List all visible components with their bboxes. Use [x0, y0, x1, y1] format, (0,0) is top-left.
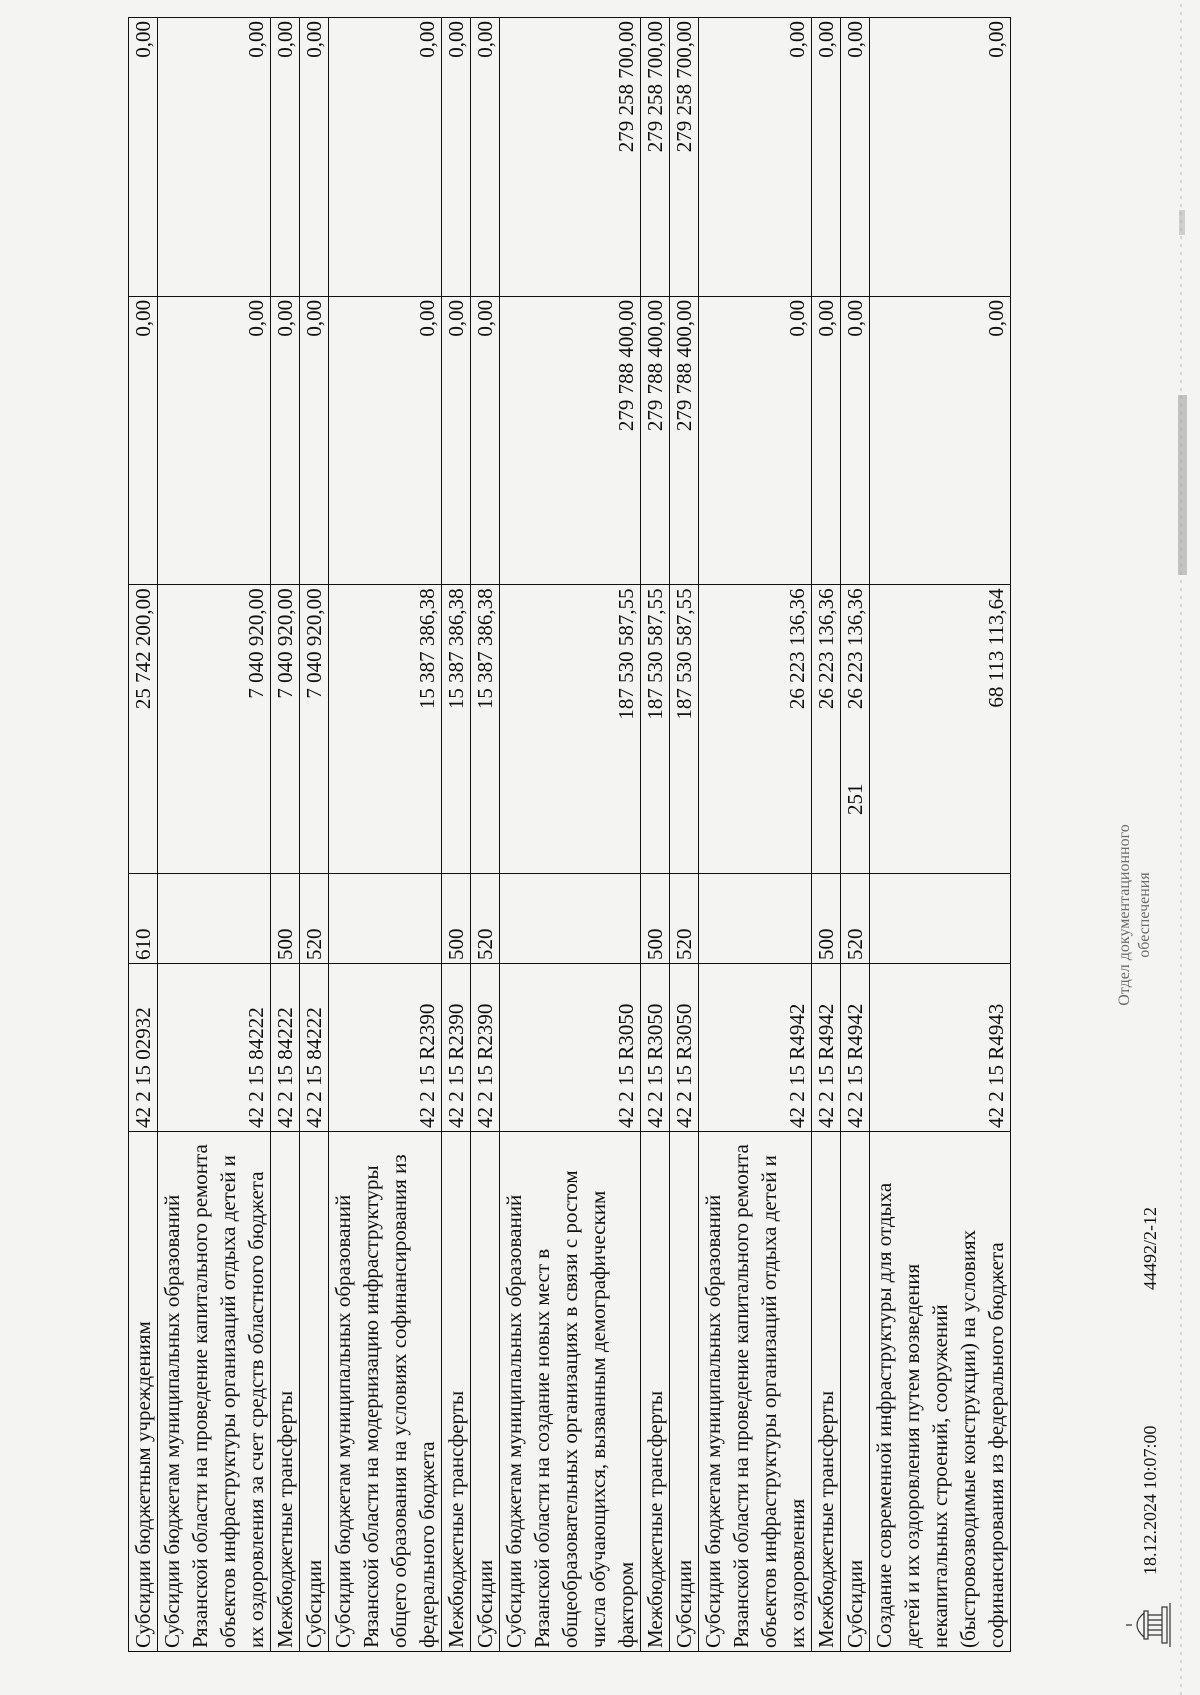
row-type	[870, 873, 1011, 963]
row-type	[158, 873, 271, 963]
row-type	[699, 873, 812, 963]
row-name: Субсидии бюджетным учреждениям	[129, 1131, 158, 1651]
row-amount-2: 279 788 400,00	[670, 296, 699, 585]
footer-date: 18.12.2024 10:07:00	[1140, 1425, 1160, 1575]
row-amount-3: 0,00	[870, 18, 1011, 297]
row-amount-1: 7 040 920,00	[271, 585, 300, 874]
row-amount-2: 0,00	[442, 296, 471, 585]
table-row	[670, 18, 699, 1652]
row-name: Межбюджетные трансферты	[641, 1131, 670, 1651]
row-amount-2: 279 788 400,00	[641, 296, 670, 585]
row-amount-3: 279 258 700,00	[670, 18, 699, 297]
table-row	[841, 18, 870, 1652]
table-row	[500, 18, 641, 1652]
row-name: Субсидии	[300, 1131, 329, 1651]
row-code: 42 2 15 R2390	[442, 963, 471, 1131]
row-amount-1: 15 387 386,38	[329, 585, 442, 874]
row-type: 520	[670, 873, 699, 963]
row-amount-3: 0,00	[812, 18, 841, 297]
stamp-line-2: обеспечения	[1136, 872, 1153, 958]
row-amount-2: 0,00	[699, 296, 812, 585]
row-amount-1: 26 223 136,36	[699, 585, 812, 874]
row-name: Субсидии	[471, 1131, 500, 1651]
row-amount-1: 187 530 587,55	[641, 585, 670, 874]
row-amount-2: 279 788 400,00	[500, 296, 641, 585]
table-row	[271, 18, 300, 1652]
table-row	[641, 18, 670, 1652]
table-row	[442, 18, 471, 1652]
row-type: 520	[471, 873, 500, 963]
row-code: 42 2 15 84222	[271, 963, 300, 1131]
table-row	[812, 18, 841, 1652]
table-row	[471, 18, 500, 1652]
row-amount-3: 0,00	[699, 18, 812, 297]
row-amount-2: 0,00	[158, 296, 271, 585]
row-amount-3: 279 258 700,00	[500, 18, 641, 297]
row-type	[329, 873, 442, 963]
row-type: 520	[300, 873, 329, 963]
row-code: 42 2 15 R4943	[870, 963, 1011, 1131]
row-code: 42 2 15 84222	[158, 963, 271, 1131]
row-amount-2: 0,00	[471, 296, 500, 585]
row-amount-1: 26 223 136,36	[812, 585, 841, 874]
table-row	[158, 18, 271, 1652]
row-amount-1: 68 113 113,64	[870, 585, 1011, 874]
row-type: 500	[812, 873, 841, 963]
row-amount-2: 0,00	[271, 296, 300, 585]
row-code: 42 2 15 R3050	[670, 963, 699, 1131]
row-type: 500	[442, 873, 471, 963]
row-amount-3: 0,00	[329, 18, 442, 297]
row-code: 42 2 15 R4942	[841, 963, 870, 1131]
row-code: 42 2 15 R2390	[471, 963, 500, 1131]
row-amount-1: 15 387 386,38	[442, 585, 471, 874]
row-name: Субсидии бюджетам муниципальных образований Рязанской области на проведение капитального ремонта объектов инфраструктуры организаций отдыха детей и их оздоровления	[699, 1131, 812, 1651]
table-row	[870, 18, 1011, 1652]
row-type: 520	[841, 873, 870, 963]
row-code: 42 2 15 R2390	[329, 963, 442, 1131]
row-amount-3: 279 258 700,00	[641, 18, 670, 297]
row-amount-3: 0,00	[841, 18, 870, 297]
department-stamp	[1115, 795, 1155, 1035]
row-amount-1: 15 387 386,38	[471, 585, 500, 874]
row-name: Субсидии	[841, 1131, 870, 1651]
budget-table	[128, 17, 1011, 1652]
scan-edge-marks	[1175, 0, 1200, 1695]
row-code: 42 2 15 R3050	[500, 963, 641, 1131]
page-number: 251	[843, 783, 867, 815]
row-amount-3: 0,00	[271, 18, 300, 297]
row-amount-3: 0,00	[442, 18, 471, 297]
row-amount-2: 0,00	[300, 296, 329, 585]
footer-doc-number: 44492/2-12	[1140, 1207, 1160, 1290]
row-name: Субсидии	[670, 1131, 699, 1651]
table-row	[699, 18, 812, 1652]
row-code: 42 2 15 02932	[129, 963, 158, 1131]
row-amount-1: 25 742 200,00	[129, 585, 158, 874]
row-amount-1: 187 530 587,55	[670, 585, 699, 874]
row-name: Межбюджетные трансферты	[812, 1131, 841, 1651]
row-amount-2: 0,00	[129, 296, 158, 585]
emblem-logo	[1118, 1595, 1178, 1655]
row-code: 42 2 15 R3050	[641, 963, 670, 1131]
row-amount-3: 0,00	[300, 18, 329, 297]
row-code: 42 2 15 84222	[300, 963, 329, 1131]
row-type	[500, 873, 641, 963]
row-name: Субсидии бюджетам муниципальных образований Рязанской области на модернизацию инфраструктуры общего образования на условиях софинансирования из федерального бюджета	[329, 1131, 442, 1651]
row-amount-1: 7 040 920,00	[158, 585, 271, 874]
row-name: Межбюджетные трансферты	[271, 1131, 300, 1651]
row-amount-3: 0,00	[471, 18, 500, 297]
table-row	[129, 18, 158, 1652]
table-row	[329, 18, 442, 1652]
row-code: 42 2 15 R4942	[812, 963, 841, 1131]
row-amount-2: 0,00	[329, 296, 442, 585]
table-row	[300, 18, 329, 1652]
row-amount-3: 0,00	[158, 18, 271, 297]
row-name: Межбюджетные трансферты	[442, 1131, 471, 1651]
row-name: Субсидии бюджетам муниципальных образований Рязанской области на создание новых мест в общеобразовательных организациях в связи с ростом числа обучающихся, вызванным демографическим фактором	[500, 1131, 641, 1651]
stamp-line-1: Отдел документационного	[1116, 824, 1133, 1006]
row-amount-2: 0,00	[841, 296, 870, 585]
row-type: 610	[129, 873, 158, 963]
row-amount-1: 187 530 587,55	[500, 585, 641, 874]
row-name: Субсидии бюджетам муниципальных образований Рязанской области на проведение капитального ремонта объектов инфраструктуры организаций отдыха детей и их оздоровления за счет средств областного бюджета	[158, 1131, 271, 1651]
row-type: 500	[271, 873, 300, 963]
row-amount-1: 7 040 920,00	[300, 585, 329, 874]
row-name: Создание современной инфраструктуры для отдыха детей и их оздоровления путем возведения некапитальных строений, сооружений (быстровозводимые конструкции) на условиях софинансирования из федерального бюджета	[870, 1131, 1011, 1651]
row-amount-3: 0,00	[129, 18, 158, 297]
row-type: 500	[641, 873, 670, 963]
row-code: 42 2 15 R4942	[699, 963, 812, 1131]
row-amount-2: 0,00	[870, 296, 1011, 585]
row-amount-2: 0,00	[812, 296, 841, 585]
row-amount-1: 26 223 136,36	[841, 585, 870, 874]
